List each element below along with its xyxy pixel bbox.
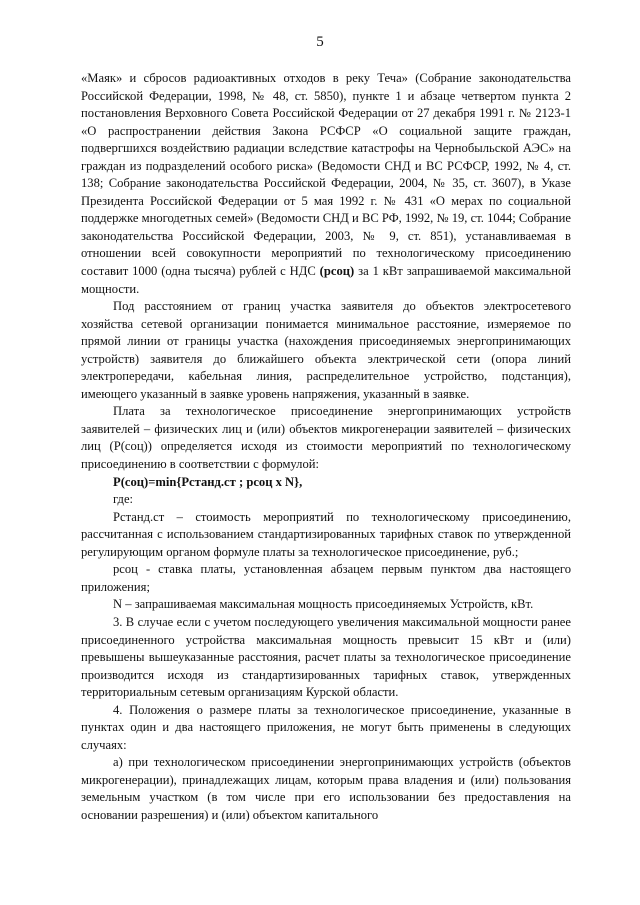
fee-formula: Р(соц)=min{Рстанд.ст ; рсоц х N}, (113, 474, 303, 489)
formula-where-label: где: (113, 492, 134, 507)
paragraph-fee-formula-intro: Плата за технологическое присоединение энергопринимающих устройств заявителей – физических лиц и (или) объектов микрогенерации заявителей – физических лиц (Р(соц)) определяется исходя из стоимости мероприятий по технологическому присоединению в соответствии с формулой: (81, 404, 571, 472)
paragraph-distance-definition: Под расстоянием от границ участка заявителя до объектов электросетевого хозяйства сетевой организации понимается минимальное расстояние, измеряемое по прямой линии от границы участка (нахождения присоединяемых энергопринимающих устройств) заявителя до ближайшего объекта электрической сети (опора линий электропередачи, кабельная линия, распределительное устройство, подстанция), имеющего указанный в заявке уровень напряжения, указанный в заявке. (81, 299, 571, 401)
document-body (81, 70, 571, 825)
paragraph-text: «Маяк» и сбросов радиоактивных отходов в реку Теча» (Собрание законодательства Российской Федерации, 1998, № 48, ст. 5850), пункте 1 и абзаце четвертом пункта 2 постановления Верховного Совета Российской Федерации от 27 декабря 1991 г. № 2123-1 «О распространении действия Закона РСФСР «О социальной защите граждан, подвергшихся воздействию радиации вследствие катастрофы на Чернобыльской АЭС» на граждан из подразделений особого риска» (Ведомости СНД и ВС РСФСР, 1992, № 4, ст. 138; Собрание законодательства Российской Федерации, 2004, № 35, ст. 3607), в Указе Президента Российской Федерации от 5 мая 1992 г. № 431 «О мерах по социальной поддержке многодетных семей» (Ведомости СНД и ВС РФ, 1992, № 19, ст. 1044; Собрание законодательства Российской Федерации, 2003, № 9, ст. 851), устанавливаемая в отношении всей совокупности мероприятий по технологическому присоединению составит 1000 (одна тысяча) рублей с НДС (81, 71, 571, 279)
definition-power: N – запрашиваемая максимальная мощность присоединяемых Устройств, кВт. (113, 597, 534, 612)
paragraph-continuation (81, 70, 571, 298)
paragraph-item-4a: а) при технологическом присоединении энергопринимающих устройств (объектов микрогенерации), принадлежащих лицам, которым права владения и (или) пользования земельным участком (в том числе при его использовании без предоставления на основании разрешения) и (или) объектом капитального (81, 755, 571, 822)
page-number: 5 (316, 34, 324, 50)
rate-symbol: (рсоц) (319, 264, 355, 279)
paragraph-text-tail: за 1 кВт запрашиваемой максимальной мощности. (81, 264, 572, 296)
paragraph-item-4: 4. Положения о размере платы за технологическое присоединение, указанные в пунктах один и два настоящего приложения, не могут быть применены в следующих случаях: (81, 702, 571, 752)
definition-rate: рсоц - ставка платы, установленная абзацем первым пунктом два настоящего приложения; (81, 562, 571, 594)
paragraph-item-3: 3. В случае если с учетом последующего увеличения максимальной мощности ранее присоединенного устройства максимальная мощность превысит 15 кВт и (или) превышены вышеуказанные расстояния, расчет платы за технологическое присоединение производится исходя из стандартизированных тарифных ставок, утвержденных территориальным сетевым организациям Курской области. (81, 614, 571, 700)
definition-standard-cost: Рстанд.ст – стоимость мероприятий по технологическому присоединению, рассчитанная с использованием стандартизированных тарифных ставок по утвержденной регулирующим органом формуле платы за технологическое присоединение, руб.; (81, 509, 571, 559)
